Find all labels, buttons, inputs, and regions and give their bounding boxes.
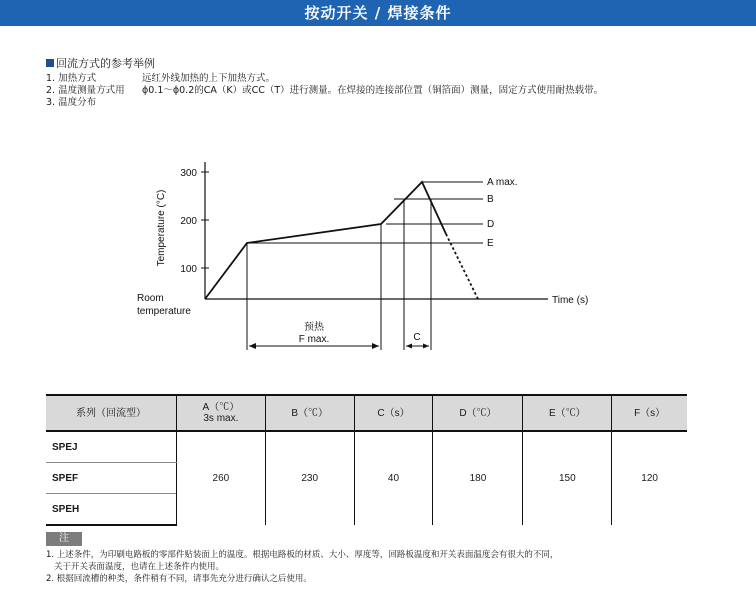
cooling-dashed: [446, 234, 478, 299]
header-b: B（℃）: [265, 395, 354, 431]
arrow-right-icon: [372, 343, 379, 349]
series-cell: SPEJ: [46, 431, 177, 463]
header-f: F（s）: [612, 395, 687, 431]
note-line: 关于开关表面温度，也请在上述条件内使用。: [54, 562, 225, 572]
arrow-left-icon: [406, 344, 412, 349]
item-label: 2. 温度测量方式用: [46, 85, 125, 96]
marker-label-e: E: [487, 238, 494, 249]
value-d: 180: [433, 431, 523, 525]
page-banner: 按动开关 / 焊接条件: [0, 0, 756, 26]
section-title-text: 回流方式的参考举例: [56, 57, 155, 70]
profile-curve: [205, 182, 446, 299]
item-text: 远红外线加热的上下加热方式。: [142, 73, 276, 84]
y-tick-label: 300: [180, 168, 197, 179]
notes-text: [46, 549, 558, 585]
value-e: 150: [523, 431, 612, 525]
marker-label-a: A max.: [487, 177, 518, 188]
item-text: ϕ0.1～ϕ0.2的CA（K）或CC（T）进行测量。在焊接的连接部位置（铜箔面）测量，固定方式使用耐热载带。: [142, 85, 604, 96]
room-label-2: temperature: [137, 306, 191, 317]
preheat-sub-label: F max.: [298, 334, 330, 345]
series-cell: SPEH: [46, 494, 177, 526]
y-tick-label: 100: [180, 264, 197, 275]
preheat-label: 预热: [304, 322, 324, 333]
value-c: 40: [354, 431, 433, 525]
series-cell: SPEF: [46, 463, 177, 494]
header-e: E（℃）: [523, 395, 612, 431]
note-tag: 注: [46, 532, 82, 546]
header-a: A（℃） 3s max.: [177, 395, 266, 431]
value-b: 230: [265, 431, 354, 525]
value-f: 120: [612, 431, 687, 525]
note-line: 1. 上述条件，为印刷电路板的零部件贴装面上的温度。根据电路板的材质、大小、厚度等，回路板温度和开关表面温度会有很大的不同，: [46, 550, 559, 560]
marker-label-d: D: [487, 219, 495, 230]
x-axis-label: Time (s): [552, 295, 589, 306]
table-row: [46, 431, 687, 463]
arrow-right-icon: [423, 344, 429, 349]
note-line: 2. 根据回流槽的种类，条件稍有不同，请事先充分进行确认之后使用。: [46, 574, 312, 584]
header-c: C（s）: [354, 395, 433, 431]
reflow-conditions-table: [46, 394, 687, 526]
arrow-left-icon: [249, 343, 256, 349]
header-series: 系列（回流型）: [46, 395, 177, 431]
value-a: 260: [177, 431, 266, 525]
y-tick-label: 200: [180, 216, 197, 227]
marker-label-b: B: [487, 194, 494, 205]
c-label: C: [413, 332, 421, 343]
item-label: 3. 温度分布: [46, 97, 97, 108]
item-label: 1. 加热方式: [46, 73, 97, 84]
room-label-1: Room: [137, 293, 164, 304]
header-d: D（℃）: [433, 395, 523, 431]
y-axis-label: Temperature (°C): [156, 189, 167, 267]
table-header-row: [46, 395, 687, 431]
